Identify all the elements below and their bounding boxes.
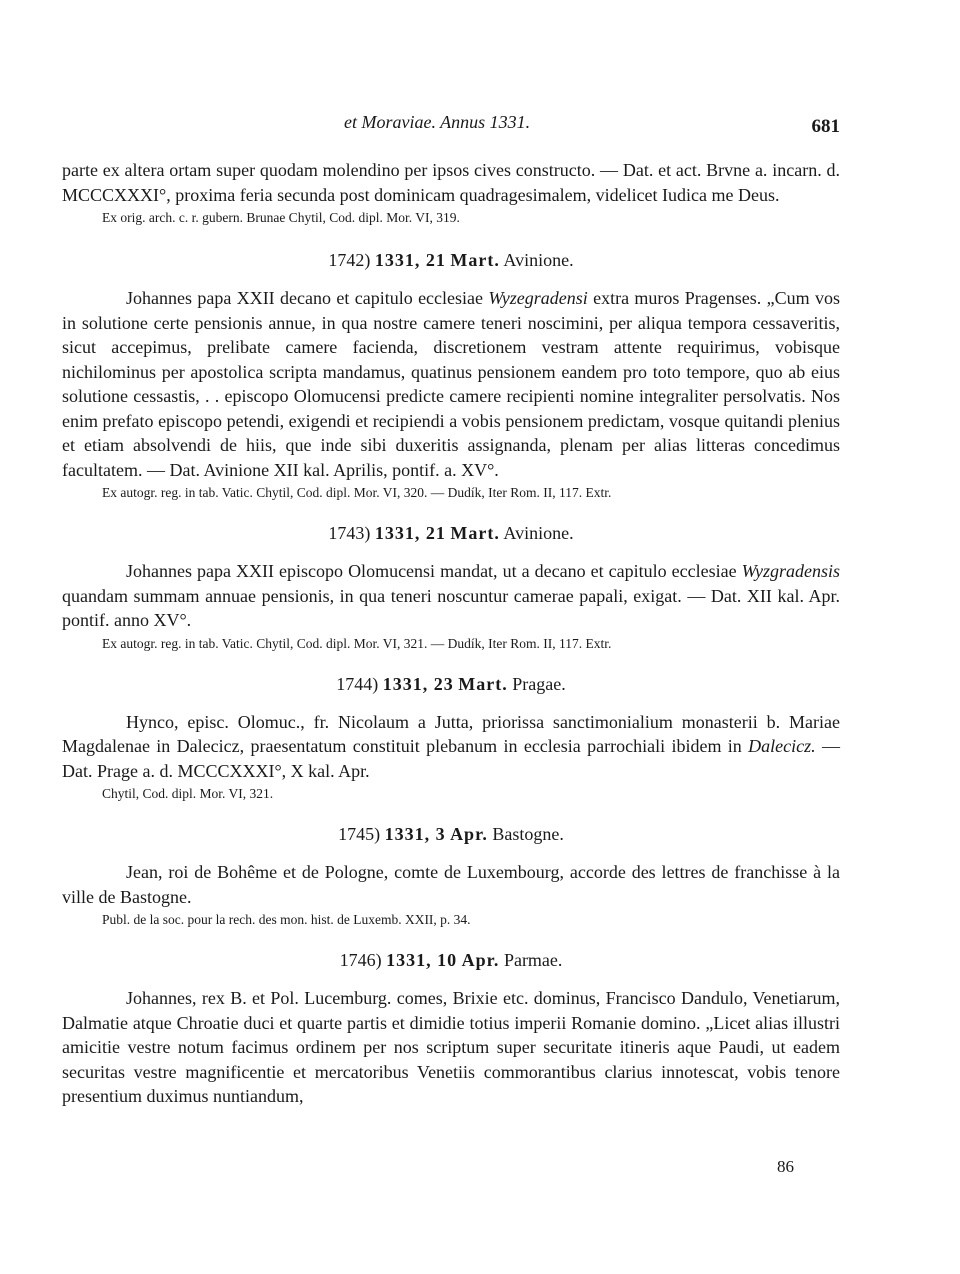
signature-mark: 86: [777, 1157, 794, 1176]
text-segment: extra muros Pragenses. „Cum vos in solutione certe pensionis annue, in qua nostre camere teneri noscimini, per aliqua tempora cessaveritis, sicut accepimus, prelibate camere facienda, discretionem vestram attente requirimus, vobisque nichilominus per apostolica scripta mandamus, quatinus pensionem eandem pro toto tempore, quo ab eius solutione cessastis, . . episcopo Olomucensi predicte camere recipienti nomine integraliter persolvatis. Nos enim prefato episcopo petendi, exigendi et recipiendi a vobis pensionem predictam, vosque quitandi plenius et etiam absolvendi de hiis, que inde sibi duxeritis assignanda, plenam per alias litteras concedimus facultatem. — Dat. Avinione XII kal. Aprilis, pontif. a. XV°.: [62, 288, 840, 480]
page-number: 681: [811, 116, 840, 137]
text-segment: Jean, roi de Bohême et de Pologne, comte de Luxembourg, accorde des lettres de franchisse à la ville de Bastogne.: [62, 862, 840, 907]
entry-date: 1331, 21: [374, 523, 446, 543]
entry-place: Pragae.: [512, 673, 566, 694]
entry-source-1744: Chytil, Cod. dipl. Mor. VI, 321.: [102, 786, 274, 801]
entry-month: Apr.: [461, 950, 500, 970]
entry-heading-1743: [62, 521, 840, 545]
page: [62, 0, 840, 1274]
text-segment-italic: Dalecicz.: [748, 736, 816, 756]
entry-date: 1331, 3: [384, 824, 446, 844]
entry-month: Mart.: [458, 673, 508, 694]
entry-heading-1742: [62, 248, 840, 272]
text-segment-italic: Wyzgradensis: [741, 561, 840, 581]
entry-text-1742: [62, 286, 840, 482]
body-text: [62, 158, 840, 1109]
entry-heading-1746: [62, 948, 840, 972]
text-segment: Johannes, rex B. et Pol. Lucemburg. comes, Brixie etc. dominus, Francisco Dandulo, Venetiarum, Dalmatie atque Chroatie duci et quarte partis et dimidie totius imperii Romanie domino. „Licet alias illustri amicitie vestre notum facimus ordinem per nos scriptum super securitate itineris aque Paudi, ut eadem securitas vestre magnificentie et mercatoribus Venetiis commorantibus clarius innotescat, vobis tenore presentium duximus nuntiandum,: [62, 988, 840, 1106]
entry-text-1744: [62, 710, 840, 784]
running-head: [62, 112, 840, 142]
entry-number: 1745): [338, 824, 381, 844]
text-segment: Johannes papa XXII episcopo Olomucensi mandat, ut a decano et capitulo ecclesiae: [126, 561, 742, 581]
entry-source-1745: Publ. de la soc. pour la rech. des mon. hist. de Luxemb. XXII, p. 34.: [102, 912, 471, 927]
entry-date: 1331, 10: [386, 950, 458, 970]
entry-place: Avinione.: [503, 250, 574, 270]
text-segment: — Dat. Prage a. d. MCCCXXXI°, X kal. Apr.: [62, 736, 840, 781]
entry-number: 1743): [328, 523, 371, 543]
entry-place: Parmae.: [503, 950, 563, 970]
entry-month: Mart.: [450, 250, 500, 270]
entry-number: 1746): [339, 950, 382, 970]
entry-month: Apr.: [450, 824, 488, 844]
text-segment: quandam summam annuae pensionis, in qua teneri noscuntur camerae papali, exigat. — Dat. XII kal. Apr. pontif. anno XV°.: [62, 585, 840, 630]
entry-number: 1742): [328, 250, 371, 270]
text-segment: Hynco, episc. Olomuc., fr. Nicolaum a Jutta, priorissa sanctimonialium monasterii b. Mariae Magdalenae in Dalecicz, praesentatum constituit plebanum in ecclesia parrochiali ibidem in: [62, 711, 840, 756]
entry-text-1746: [62, 986, 840, 1109]
text-segment: Johannes papa XXII decano et capitulo ecclesiae: [126, 288, 489, 308]
entry-heading-1744: [62, 672, 840, 696]
continuation-paragraph: parte ex altera ortam super quodam molendino per ipsos cives constructo. — Dat. et act. Brvne a. incarn. d. MCCCXXXI°, proxima feria secunda post dominicam quadragesimalem, videlicet Iudica me Deus.: [62, 160, 840, 205]
entry-month: Mart.: [450, 523, 500, 543]
entry-date: 1331, 21: [374, 250, 446, 270]
entry-source-1742: Ex autogr. reg. in tab. Vatic. Chytil, Cod. dipl. Mor. VI, 320. — Dudík, Iter Rom. II, 117. Extr.: [102, 485, 612, 500]
entry-place: Bastogne.: [492, 824, 564, 844]
text-segment-italic: Wyzegradensi: [488, 288, 588, 308]
entry-place: Avinione.: [503, 523, 574, 543]
entry-number: 1744): [336, 673, 379, 694]
running-title: et Moraviae. Annus 1331.: [344, 112, 531, 132]
entry-text-1745: [62, 860, 840, 909]
entry-source-1743: Ex autogr. reg. in tab. Vatic. Chytil, Cod. dipl. Mor. VI, 321. — Dudík, Iter Rom. II, 117. Extr.: [102, 635, 612, 651]
entry-heading-1745: [62, 822, 840, 846]
entry-date: 1331, 23: [382, 673, 454, 694]
continuation-source: Ex orig. arch. c. r. gubern. Brunae Chytil, Cod. dipl. Mor. VI, 319.: [102, 210, 460, 225]
entry-text-1743: [62, 559, 840, 633]
